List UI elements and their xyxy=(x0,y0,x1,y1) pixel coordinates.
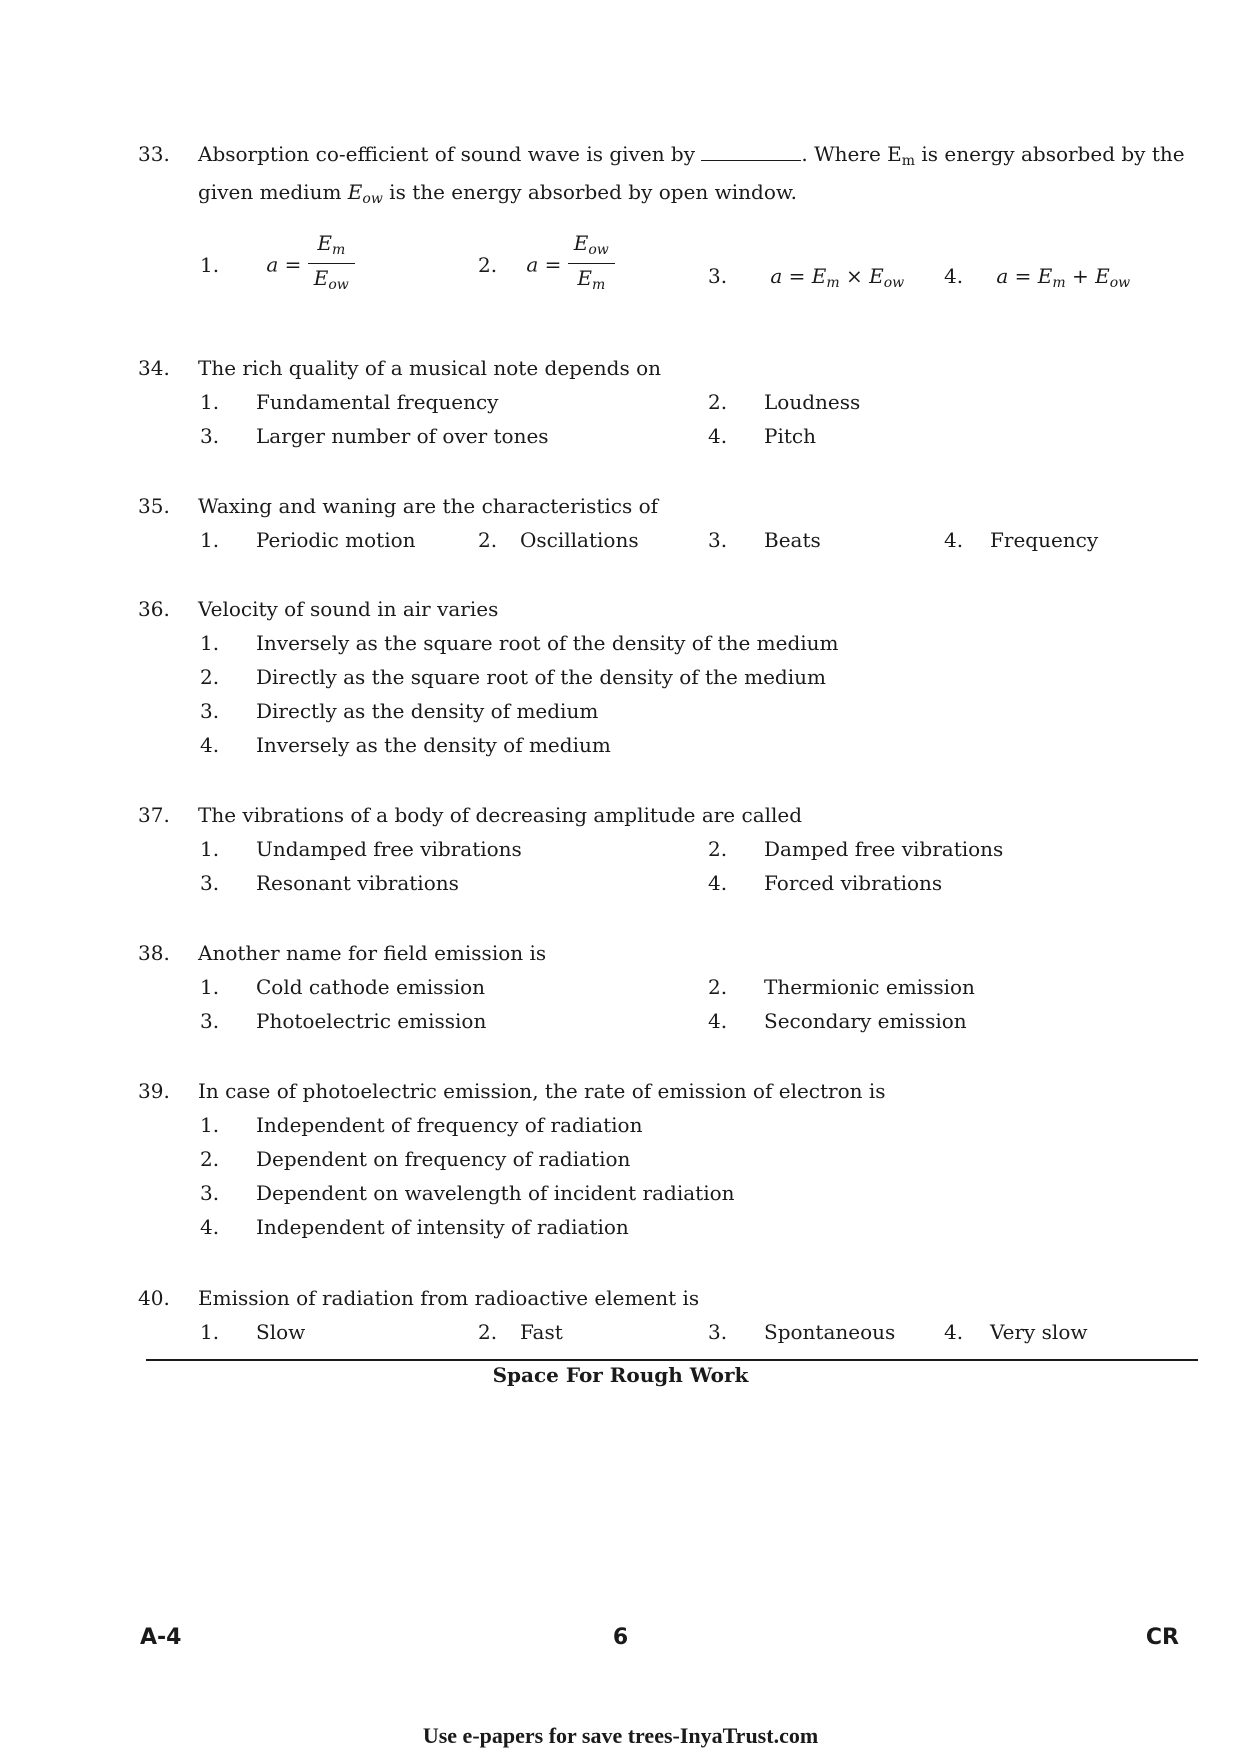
option-3: 3. Larger number of over tones xyxy=(200,424,549,448)
answer-blank xyxy=(701,146,801,161)
question-text: Another name for field emission is xyxy=(198,941,547,965)
question-text: Emission of radiation from radioactive element is xyxy=(198,1286,700,1310)
question-text: The vibrations of a body of decreasing amplitude are called xyxy=(198,803,803,827)
option-3: 3. Photoelectric emission xyxy=(200,1009,487,1033)
question-text-line-2: given medium $E_{ow}$ is the energy absorbed by open window. xyxy=(198,180,797,207)
option-2: 2. Thermionic emission xyxy=(708,975,975,999)
rough-work-label: Space For Rough Work xyxy=(492,1363,749,1387)
question-number: 34. xyxy=(138,356,170,380)
option-4: 4. Secondary emission xyxy=(708,1009,967,1033)
option-3: 3. Beats xyxy=(708,528,821,552)
question-number: 40. xyxy=(138,1286,170,1310)
option-2: 2. Dependent on frequency of radiation xyxy=(200,1147,631,1171)
option-2: 2. a = $\frac{E_{ow}}{E_m}$ xyxy=(478,230,615,299)
option-2: 2. Oscillations xyxy=(478,528,639,552)
question-text: Velocity of sound in air varies xyxy=(198,597,499,621)
option-4: 4. Inversely as the density of medium xyxy=(200,733,611,757)
divider-line xyxy=(146,1359,1198,1361)
option-4: 4. Very slow xyxy=(944,1320,1088,1344)
question-number: 33. xyxy=(138,142,170,166)
footer-right: CR xyxy=(1145,1625,1179,1650)
option-1: 1. a = $\frac{E_m}{E_{ow}}$ xyxy=(200,230,355,299)
option-1: 1. Independent of frequency of radiation xyxy=(200,1113,643,1137)
option-3: 3. Resonant vibrations xyxy=(200,871,459,895)
fraction: $\frac{E_{ow}}{E_m}$ xyxy=(568,230,615,299)
option-1: 1. Undamped free vibrations xyxy=(200,837,522,861)
question-number: 39. xyxy=(138,1079,170,1103)
option-1: 1. Inversely as the square root of the density of the medium xyxy=(200,631,839,655)
option-1: 1. Periodic motion xyxy=(200,528,416,552)
option-1: 1. Slow xyxy=(200,1320,306,1344)
page-number: 6 xyxy=(612,1625,629,1650)
option-2: 2. Damped free vibrations xyxy=(708,837,1004,861)
footer-left: A-4 xyxy=(140,1625,182,1650)
option-2: 2. Loudness xyxy=(708,390,861,414)
fraction: $\frac{E_m}{E_{ow}}$ xyxy=(308,230,355,299)
bottom-note: Use e-papers for save trees-InyaTrust.com xyxy=(422,1723,819,1748)
question-text: The rich quality of a musical note depends on xyxy=(198,356,662,380)
option-4: 4. Independent of intensity of radiation xyxy=(200,1215,629,1239)
option-3: 3. Dependent on wavelength of incident radiation xyxy=(200,1181,735,1205)
option-4: 4. Frequency xyxy=(944,528,1099,552)
option-4: 4. Forced vibrations xyxy=(708,871,943,895)
option-1: 1. Fundamental frequency xyxy=(200,390,499,414)
question-number: 35. xyxy=(138,494,170,518)
option-2: 2. Directly as the square root of the density of the medium xyxy=(200,665,826,689)
option-2: 2. Fast xyxy=(478,1320,563,1344)
option-1: 1. Cold cathode emission xyxy=(200,975,486,999)
question-text: Waxing and waning are the characteristics of xyxy=(198,494,659,518)
option-3: 3. Spontaneous xyxy=(708,1320,896,1344)
question-number: 36. xyxy=(138,597,170,621)
option-4: 4. $a = E_m + E_{ow}$ xyxy=(944,264,1131,291)
option-3: 3. $a = E_m \times E_{ow}$ xyxy=(708,264,905,291)
question-text: Absorption co-efficient of sound wave is given by . Where $E_m$ is energy absorbed by the xyxy=(198,142,1185,169)
question-number: 37. xyxy=(138,803,170,827)
option-3: 3. Directly as the density of medium xyxy=(200,699,599,723)
question-text: In case of photoelectric emission, the rate of emission of electron is xyxy=(198,1079,886,1103)
option-4: 4. Pitch xyxy=(708,424,816,448)
question-number: 38. xyxy=(138,941,170,965)
